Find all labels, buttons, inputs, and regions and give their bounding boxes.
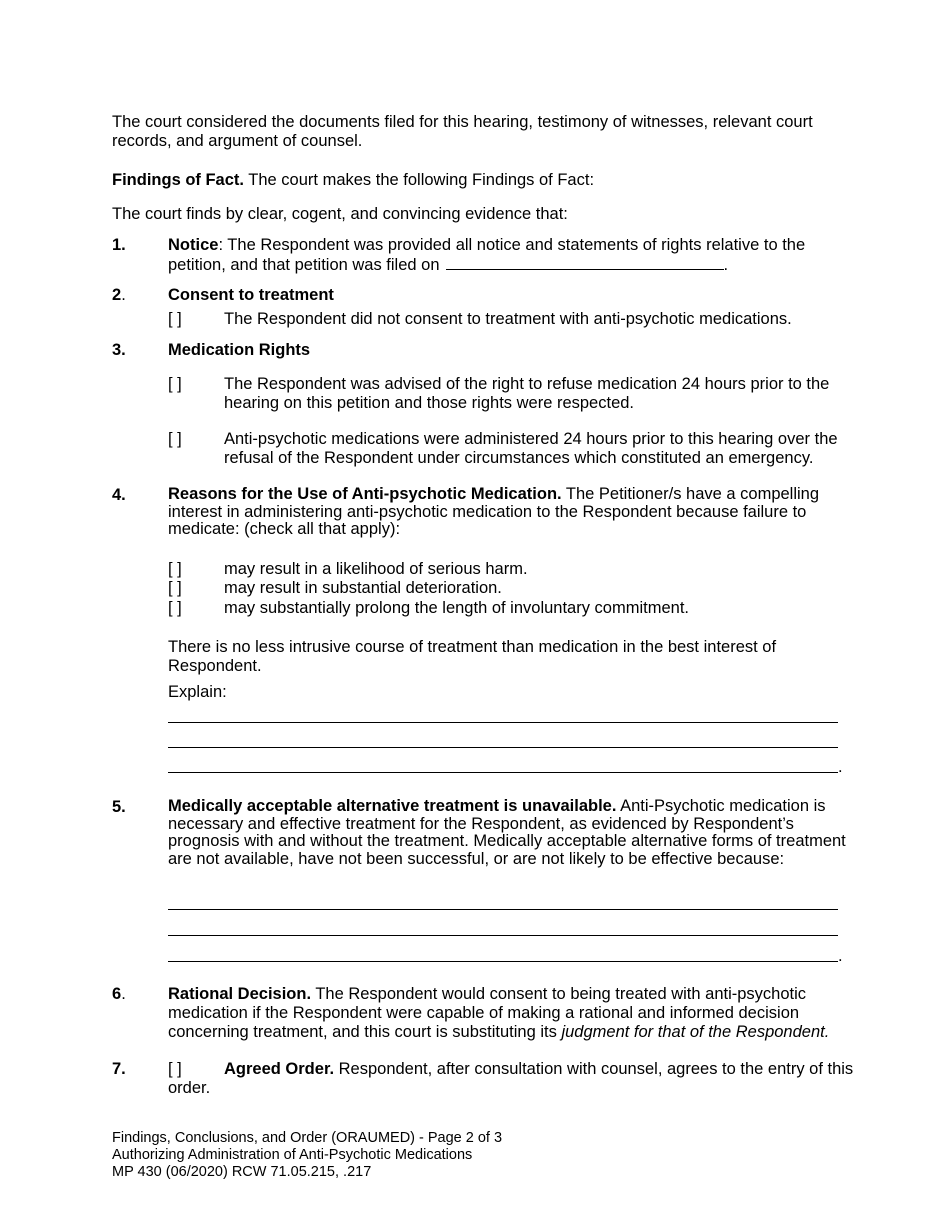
item-7-heading: Agreed Order.	[224, 1060, 335, 1078]
footer-line-1: Findings, Conclusions, and Order (ORAUMED) - Page 2 of 3	[112, 1130, 503, 1146]
item-4-number: 4.	[112, 486, 126, 504]
item-5-number: 5.	[112, 798, 126, 816]
item-2-heading: Consent to treatment	[168, 286, 334, 304]
medication-rights-option-1: The Respondent was advised of the right to refuse medication 24 hours prior to the hearing on this petition and those rights were respected.	[224, 375, 830, 412]
item-7-agreed-order	[168, 1060, 863, 1098]
item-6-heading: Rational Decision.	[168, 985, 312, 1003]
consent-option-text: The Respondent did not consent to treatment with anti-psychotic medications.	[224, 310, 792, 328]
item-1-number: 1.	[112, 236, 126, 254]
explain-period: .	[838, 758, 843, 776]
item-4-reasons	[168, 486, 863, 539]
item-1-period: .	[723, 256, 729, 274]
intro-paragraph: The court considered the documents filed for this hearing, testimony of witnesses, relevant court records, and argument of counsel.	[112, 113, 813, 150]
reason-checkbox-2[interactable]: [ ]	[168, 579, 182, 597]
item-6-number	[112, 985, 126, 1004]
item-6-number-digit: 6	[112, 985, 122, 1003]
item-5-heading: Medically acceptable alternative treatment is unavailable.	[168, 797, 617, 815]
medication-rights-checkbox-1[interactable]: [ ]	[168, 375, 182, 393]
findings-text: The court makes the following Findings of Fact:	[244, 171, 595, 189]
because-line-3[interactable]	[168, 961, 838, 962]
reason-checkbox-3[interactable]: [ ]	[168, 599, 182, 617]
findings-heading: Findings of Fact.	[112, 171, 244, 189]
item-5-text: Anti-Psychotic medication is necessary and effective treatment for the Respondent, as evidenced by Respondent’s prognosis with and without the treatment. Medically acceptable alternative forms of treatment are not available, have not been successful, or are not likely to be effective because:	[168, 797, 846, 868]
consent-checkbox[interactable]: [ ]	[168, 310, 182, 328]
explain-line-2[interactable]	[168, 747, 838, 748]
footer-line-2: Authorizing Administration of Anti-Psychotic Medications	[112, 1147, 473, 1163]
item-3-heading: Medication Rights	[168, 341, 311, 359]
item-2-number-suffix: .	[121, 286, 126, 304]
findings-of-fact-line	[112, 171, 852, 190]
page-footer	[112, 1130, 502, 1181]
item-1-text: : The Respondent was provided all notice and statements of rights relative to the petition, and that petition was filed on	[168, 236, 806, 274]
item-4-heading: Reasons for the Use of Anti-psychotic Medication.	[168, 485, 562, 503]
explain-line-3[interactable]	[168, 772, 838, 773]
item-7-number: 7.	[112, 1060, 126, 1078]
item-6-rational-decision	[168, 985, 863, 1042]
reason-option-3: may substantially prolong the length of involuntary commitment.	[224, 599, 689, 617]
footer-line-3: MP 430 (06/2020) RCW 71.05.215, .217	[112, 1164, 372, 1180]
item-6-text: The Respondent would consent to being treated with anti-psychotic medication if the Respondent were capable of making a rational and informed decision concerning treatment, and this court is substituting its	[168, 985, 807, 1041]
item-6-italic-text: judgment for that of the Respondent.	[561, 1023, 830, 1041]
medication-rights-option-2: Anti-psychotic medications were administered 24 hours prior to this hearing over the refusal of the Respondent under circumstances which constituted an emergency.	[224, 430, 838, 467]
reason-option-2: may result in substantial deterioration.	[224, 579, 502, 597]
item-7-text: Respondent, after consultation with counsel, agrees to the entry of this order.	[168, 1060, 854, 1097]
item-2-number-digit: 2	[112, 286, 122, 304]
item-1-notice	[168, 236, 863, 275]
reason-option-1: may result in a likelihood of serious harm.	[224, 560, 528, 578]
less-intrusive-text: There is no less intrusive course of treatment than medication in the best interest of Respondent.	[168, 638, 777, 675]
petition-filed-date-field[interactable]	[446, 255, 724, 270]
item-4-text: The Petitioner/s have a compelling interest in administering anti-psychotic medication to the Respondent because failure to medicate: (check all that apply):	[168, 485, 820, 538]
evidence-line: The court finds by clear, cogent, and convincing evidence that:	[112, 205, 568, 223]
explain-line-1[interactable]	[168, 722, 838, 723]
item-6-number-suffix: .	[121, 985, 126, 1003]
item-3-number: 3.	[112, 341, 126, 359]
explain-label: Explain:	[168, 683, 227, 701]
because-line-2[interactable]	[168, 935, 838, 936]
agreed-order-checkbox[interactable]: [ ]	[168, 1060, 182, 1078]
because-period: .	[838, 947, 843, 965]
item-1-heading: Notice	[168, 236, 219, 254]
medication-rights-checkbox-2[interactable]: [ ]	[168, 430, 182, 448]
because-line-1[interactable]	[168, 909, 838, 910]
item-5-alternative-treatment	[168, 798, 863, 868]
reason-checkbox-1[interactable]: [ ]	[168, 560, 182, 578]
item-2-number	[112, 286, 126, 305]
